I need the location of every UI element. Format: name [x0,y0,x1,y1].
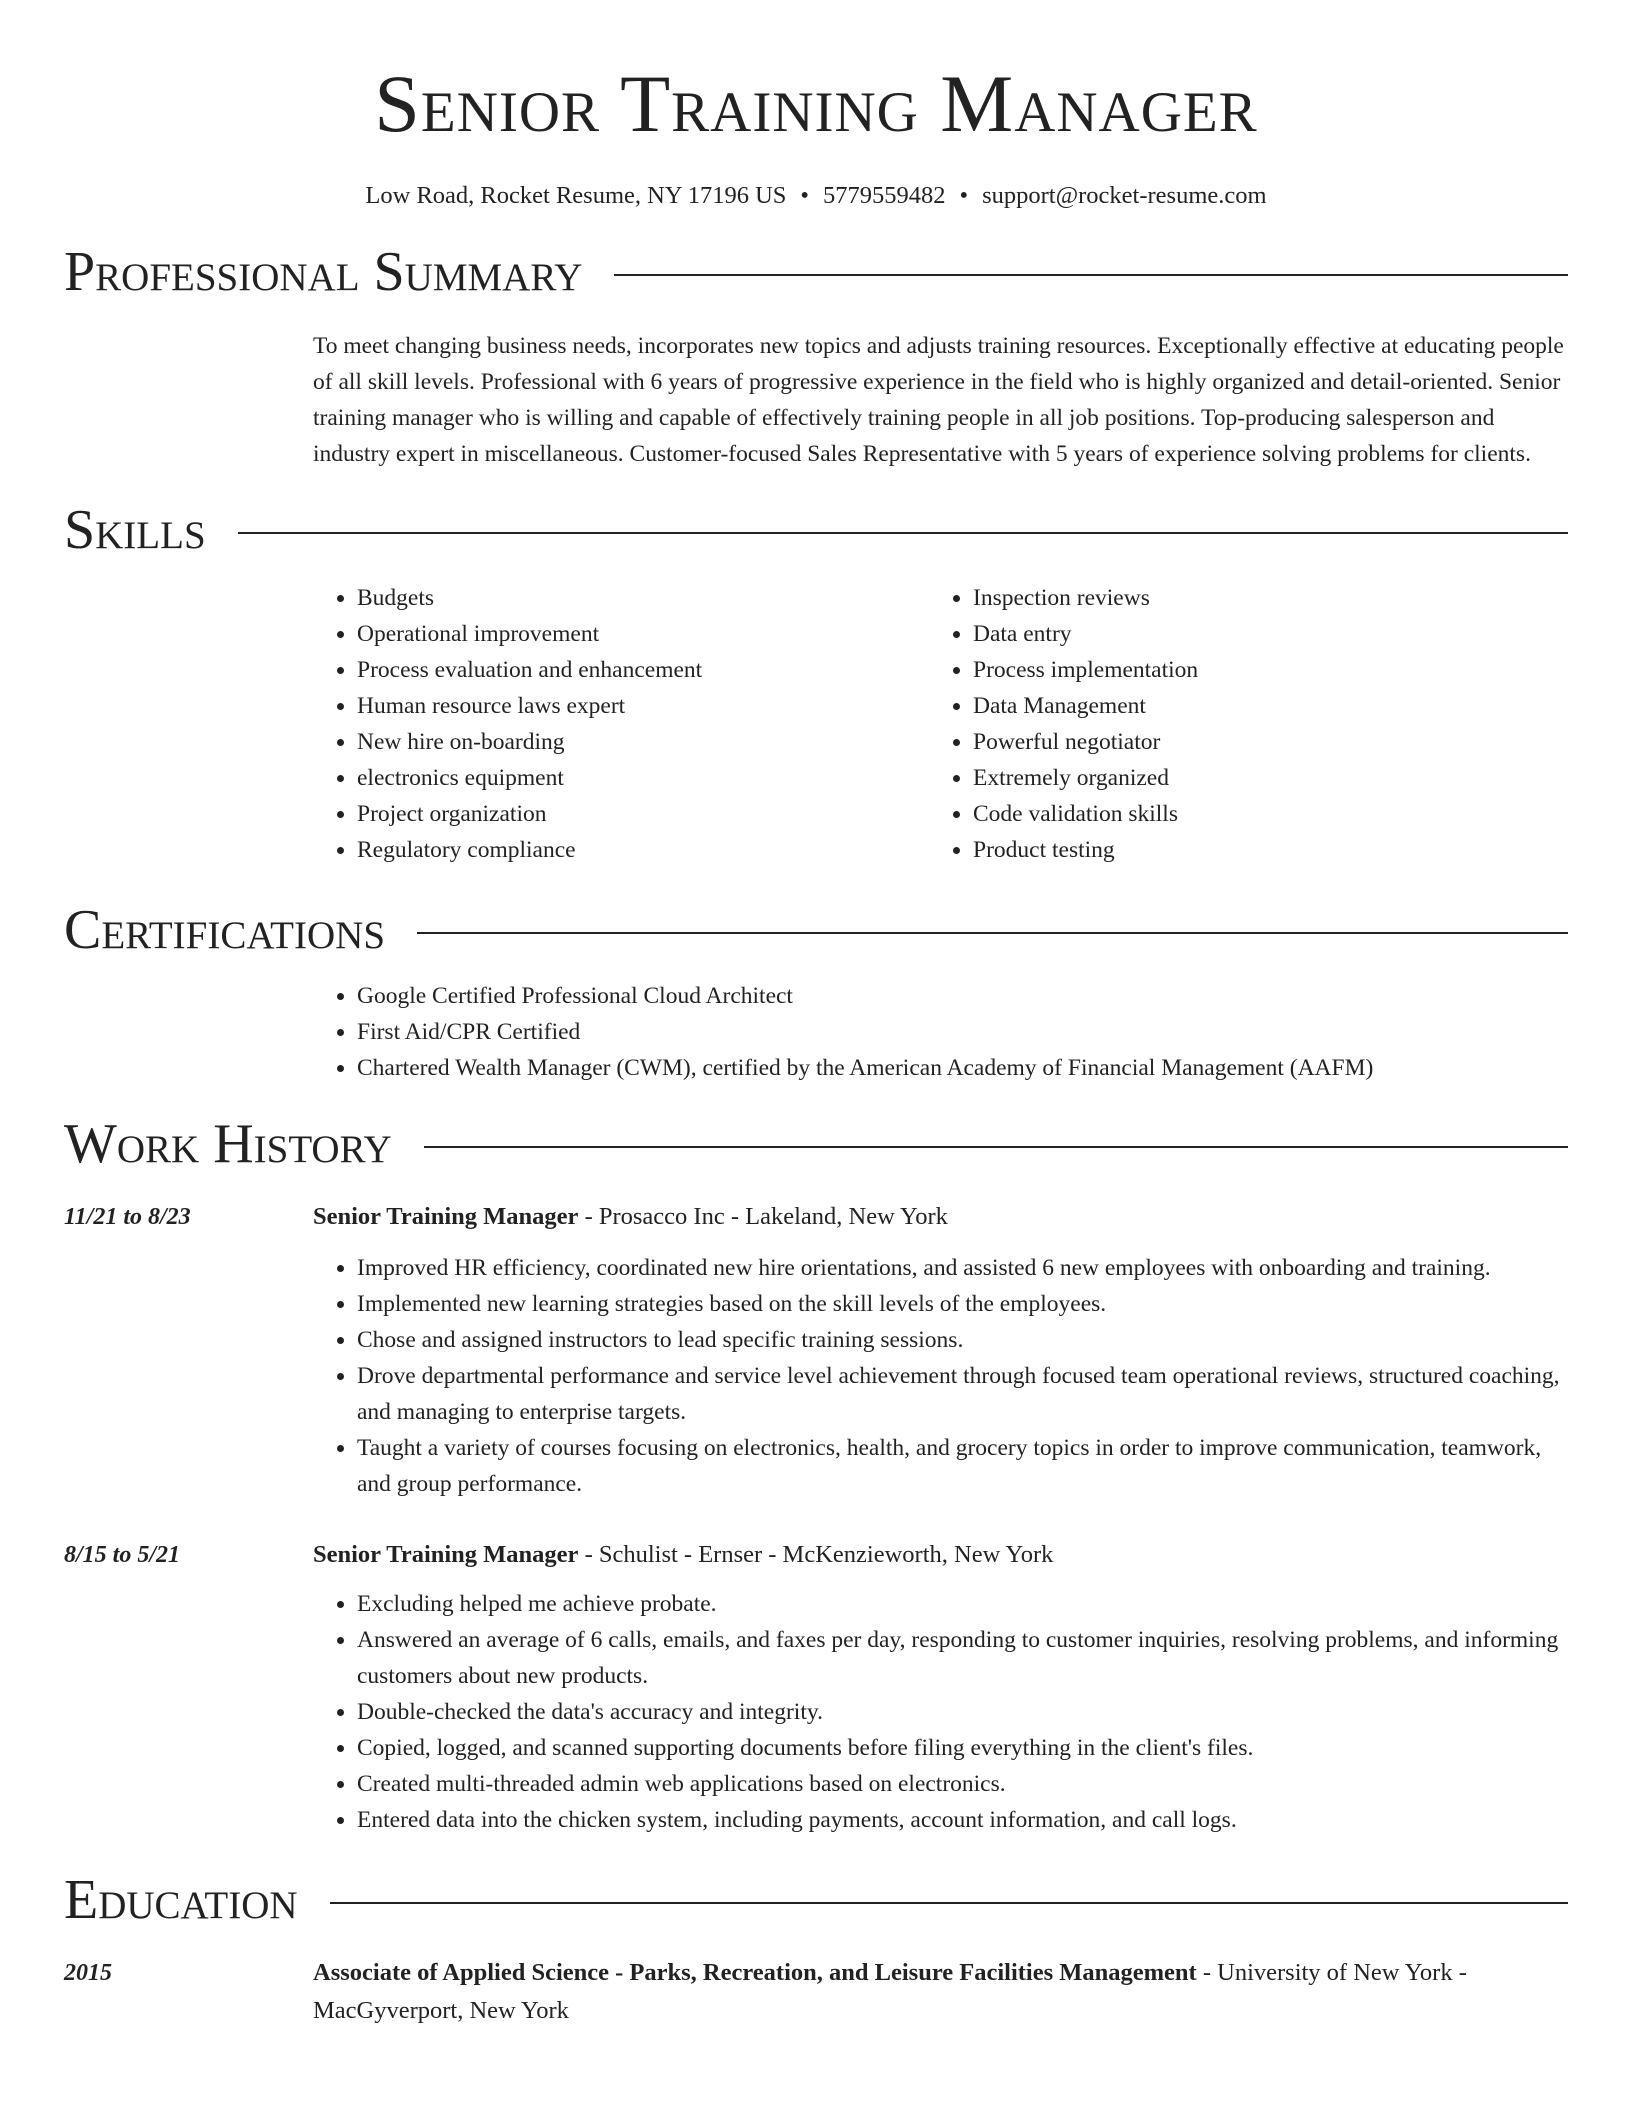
job-role: Senior Training Manager [313,1541,579,1568]
skill-item: • Data Management [973,688,1545,724]
skill-item: • Code validation skills [973,796,1545,832]
job-entry [64,1198,1568,1502]
section-divider [417,932,1568,934]
contact-separator: • [800,182,809,209]
skill-item: • Process evaluation and enhancement [357,652,929,688]
education-section-header [64,1868,1568,1932]
section-divider [330,1902,1568,1904]
skill-item: • Data entry [973,616,1545,652]
resume-name: Senior Training Manager [374,58,1258,149]
job-bullets [313,1250,1568,1502]
skill-item: • Extremely organized [973,760,1545,796]
certification-item: • Chartered Wealth Manager (CWM), certified by the American Academy of Financial Management (AAFM) [357,1050,1568,1086]
skill-item: • New hire on-boarding [357,724,929,760]
education-year: 2015 [64,1960,112,1986]
education-body [313,1954,1568,2030]
job-body [313,1536,1568,1838]
section-divider [238,532,1568,534]
contact-address: Low Road, Rocket Resume, NY 17196 US [365,182,787,209]
job-bullet: • Improved HR efficiency, coordinated new hire orientations, and assisted 6 new employees with onboarding and training. [357,1250,1568,1286]
job-bullet: • Created multi-threaded admin web applications based on electronics. [357,1766,1568,1802]
summary-section-header [64,240,1568,304]
skill-item: • Operational improvement [357,616,929,652]
summary-text: To meet changing business needs, incorporates new topics and adjusts training resources. Exceptionally effective at educating people of all skill levels. Professional with 6 years of progressive experience in the field who is highly organized and detail-oriented. Senior training manager who is willing and capable of effectively training people in all job positions. Top-producing salesperson and industry expert in miscellaneous. Customer-focused Sales Representative with 5 years of experience solving problems for clients. [313,333,1564,467]
job-bullets [313,1586,1568,1838]
education-school: - University of New York - MacGyverport, New York [313,1959,1467,2024]
job-bullet: • Copied, logged, and scanned supporting documents before filing everything in the client's files. [357,1730,1568,1766]
skill-item: • Powerful negotiator [973,724,1545,760]
job-bullet: • Entered data into the chicken system, including payments, account information, and call logs. [357,1802,1568,1838]
skill-item: • Project organization [357,796,929,832]
job-role: Senior Training Manager [313,1203,579,1230]
job-title-line [313,1536,1568,1574]
education-line [313,1954,1568,2030]
job-bullet: • Implemented new learning strategies based on the skill levels of the employees. [357,1286,1568,1322]
skill-item: • electronics equipment [357,760,929,796]
job-employer: - Schulist - Ernser - McKenzieworth, New York [578,1541,1054,1568]
skills-column-left [313,580,929,868]
skill-item: • Inspection reviews [973,580,1545,616]
contact-phone: 5779559482 [823,182,946,209]
skills-section-title: Skills [64,499,206,561]
summary-section-title: Professional Summary [64,241,583,303]
skill-item: • Product testing [973,832,1545,868]
contact-email[interactable]: support@rocket-resume.com [982,182,1267,209]
job-bullet: • Taught a variety of courses focusing on electronics, health, and grocery topics in order to improve communication, teamwork, and group performance. [357,1430,1568,1502]
job-entry [64,1536,1568,1838]
job-employer: - Prosacco Inc - Lakeland, New York [578,1203,948,1230]
job-bullet: • Drove departmental performance and service level achievement through focused team operational reviews, structured coaching, and managing to enterprise targets. [357,1358,1568,1430]
job-bullet: • Excluding helped me achieve probate. [357,1586,1568,1622]
education-degree: Associate of Applied Science - Parks, Recreation, and Leisure Facilities Management [313,1959,1197,1986]
skill-item: • Human resource laws expert [357,688,929,724]
skills-list [313,580,1568,868]
job-bullet: • Chose and assigned instructors to lead specific training sessions. [357,1322,1568,1358]
certifications-section-header [64,898,1568,962]
education-section-title: Education [64,1869,298,1931]
section-divider [424,1146,1568,1148]
skill-item: • Regulatory compliance [357,832,929,868]
skill-item: • Process implementation [973,652,1545,688]
skill-item: • Budgets [357,580,929,616]
job-title-line [313,1198,1568,1236]
work-section-title: Work History [64,1113,392,1175]
certifications-section-title: Certifications [64,899,386,961]
job-dates: 11/21 to 8/23 [64,1204,191,1230]
skills-column-right [929,580,1545,868]
contact-separator: • [959,182,969,209]
job-dates: 8/15 to 5/21 [64,1542,181,1568]
certifications-list [313,978,1568,1086]
job-body [313,1198,1568,1502]
contact-line [64,180,1568,212]
education-entry [64,1954,1568,2030]
certification-item: • Google Certified Professional Cloud Architect [357,978,1568,1014]
skills-section-header [64,498,1568,562]
job-bullet: • Double-checked the data's accuracy and integrity. [357,1694,1568,1730]
work-section-header [64,1112,1568,1176]
section-divider [614,274,1568,276]
certification-item: • First Aid/CPR Certified [357,1014,1568,1050]
job-bullet: • Answered an average of 6 calls, emails, and faxes per day, responding to customer inquiries, resolving problems, and informing customers about new products. [357,1622,1568,1694]
